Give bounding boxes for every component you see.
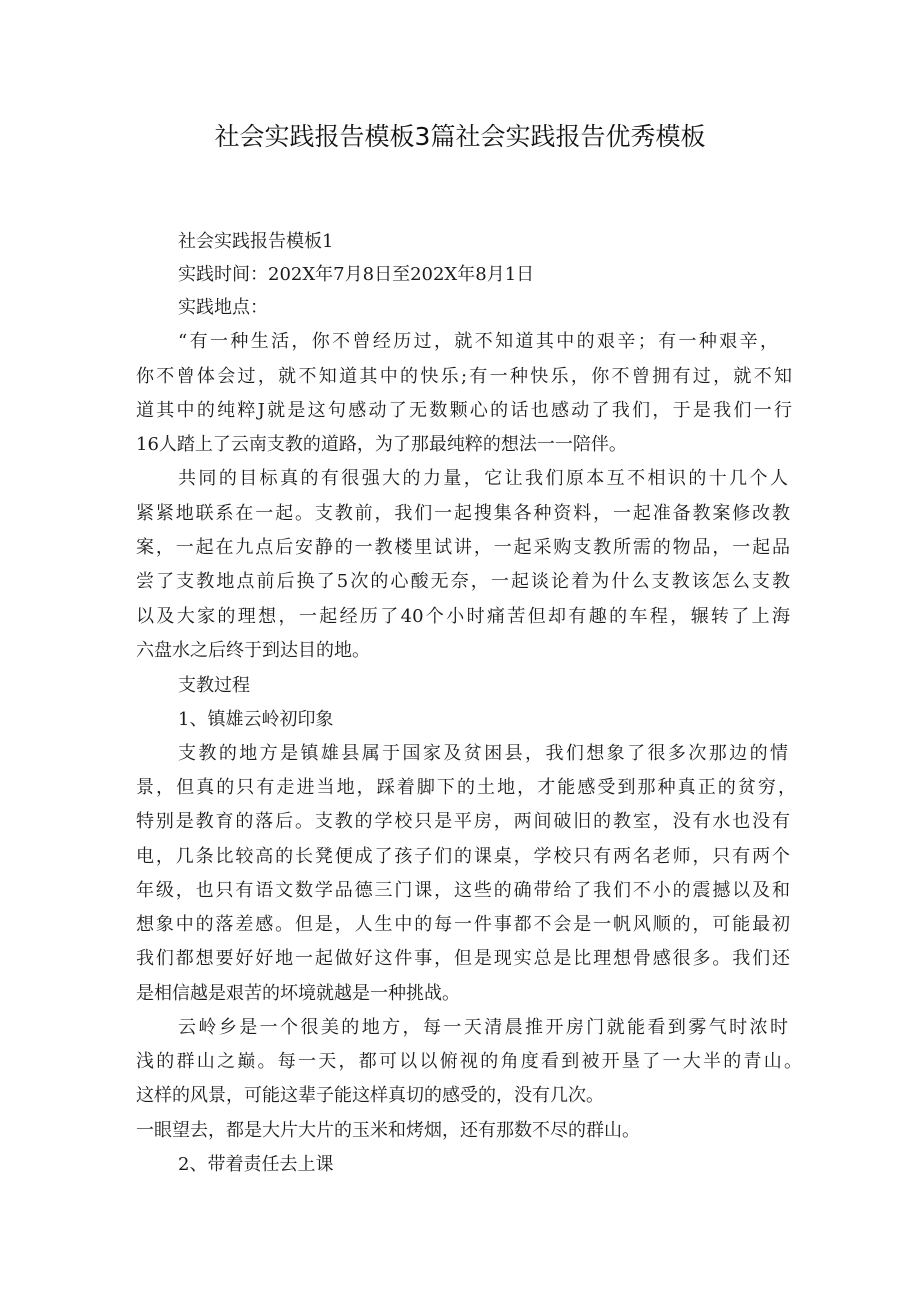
paragraph-line: 想象中的落差感。但是，人生中的每一件事都不会是一帆风顺的，可能最初: [136, 914, 790, 935]
paragraph-line: 是相信越是艰苦的坏境就越是一种挑战。: [136, 983, 460, 1004]
paragraph-line: 紧紧地联系在一起。支教前，我们一起搜集各种资料，一起准备教案修改教: [136, 503, 790, 524]
practice-location: 实践地点：: [178, 297, 268, 318]
paragraph-line: “有一种生活，你不曾经历过，就不知道其中的艰辛；有一种艰辛，: [178, 331, 778, 352]
section-heading: 社会实践报告模板1: [178, 231, 334, 252]
paragraph-line: 我们都想要好好地一起做好这件事，但是现实总是比理想骨感很多。我们还: [136, 948, 790, 969]
paragraph-line: 道其中的纯粹J就是这句感动了无数颗心的话也感动了我们，于是我们一行: [136, 400, 792, 421]
paragraph-line: 云岭乡是一个很美的地方，每一天清晨推开房门就能看到雾气时浓时: [178, 1017, 788, 1038]
document-title: 社会实践报告模板3篇社会实践报告优秀模板: [214, 122, 706, 151]
paragraph-line: 一眼望去，都是大片大片的玉米和烤烟，还有那数不尽的群山。: [136, 1120, 640, 1141]
paragraph-line: 共同的目标真的有很强大的力量，它让我们原本互不相识的十几个人: [178, 468, 788, 489]
paragraph-line: 年级，也只有语文数学品德三门课，这些的确带给了我们不小的震撼以及和: [136, 880, 790, 901]
paragraph-line: 电，几条比较高的长凳便成了孩子们的课桌，学校只有两名老师，只有两个: [136, 846, 790, 867]
paragraph-line: 支教的地方是镇雄县属于国家及贫困县，我们想象了很多次那边的情: [178, 743, 788, 764]
paragraph-line: 以及大家的理想，一起经历了40个小时痛苦但却有趣的车程，辗转了上海: [136, 606, 790, 627]
paragraph-line: 16人踏上了云南支教的道路，为了那最纯粹的想法一一陪伴。: [136, 434, 627, 455]
paragraph-line: 浅的群山之巅。每一天，都可以以俯视的角度看到被开垦了一大半的青山。: [136, 1051, 802, 1072]
paragraph-line: 这样的风景，可能这辈子能这样真切的感受的，没有几次。: [136, 1085, 604, 1106]
paragraph-line: 案，一起在九点后安静的一教楼里试讲，一起采购支教所需的物品，一起品: [136, 537, 790, 558]
paragraph-line: 尝了支教地点前后换了5次的心酸无奈，一起谈论着为什么支教该怎么支教: [136, 571, 790, 592]
subsection-heading: 2、带着责任去上课: [178, 1154, 334, 1175]
section-heading: 支教过程: [178, 675, 250, 696]
subsection-heading: 1、镇雄云岭初印象: [178, 709, 334, 730]
practice-time: 实践时间：202X年7月8日至202X年8月1日: [178, 264, 535, 285]
paragraph-line: 你不曾体会过，就不知道其中的快乐;有一种快乐，你不曾拥有过，就不知: [136, 366, 792, 387]
paragraph-line: 景，但真的只有走进当地，踩着脚下的土地，才能感受到那种真正的贫穷，: [136, 777, 796, 798]
paragraph-line: 六盘水之后终于到达目的地。: [136, 640, 370, 661]
paragraph-line: 特别是教育的落后。支教的学校只是平房，两间破旧的教室，没有水也没有: [136, 811, 790, 832]
